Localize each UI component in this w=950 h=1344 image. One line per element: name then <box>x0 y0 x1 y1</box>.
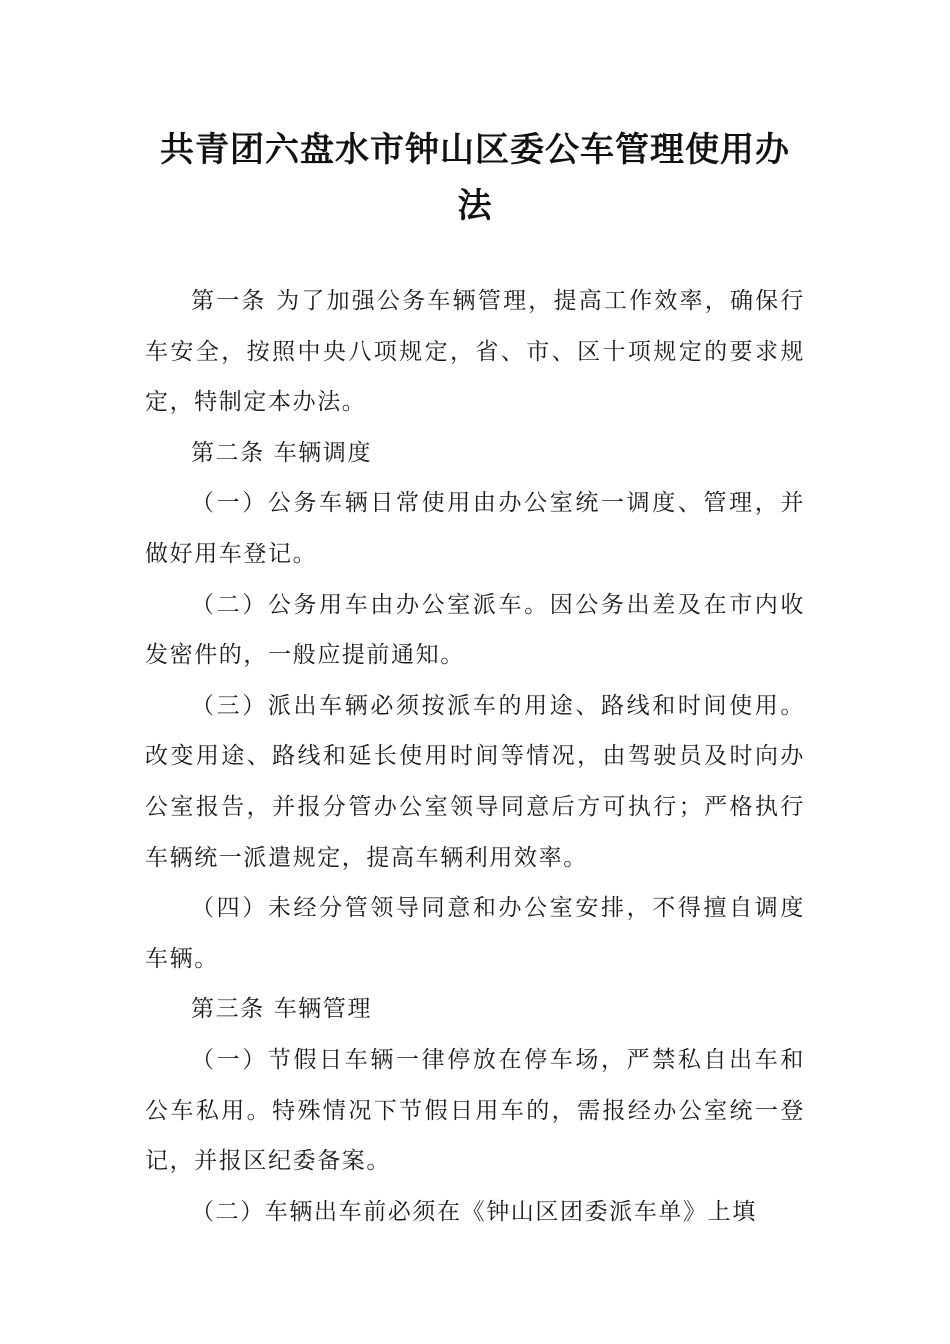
paragraph-article-2-heading: 第二条 车辆调度 <box>191 439 373 466</box>
paragraph-article-2-item-1: （一）公务车辆日常使用由办公室统一调度、管理，并做好用车登记。 <box>145 490 805 567</box>
paragraph-article-3-item-2: （二）车辆出车前必须在《钟山区团委派车单》上填 <box>191 1198 757 1225</box>
paragraph-article-1: 第一条 为了加强公务车辆管理，提高工作效率，确保行车安全，按照中央八项规定，省、市、区十项规定的要求规定，特制定本办法。 <box>145 288 805 416</box>
paragraph-article-3-heading: 第三条 车辆管理 <box>191 996 373 1023</box>
paragraph-article-2-item-3: （三）派出车辆必须按派车的用途、路线和时间使用。改变用途、路线和延长使用时间等情况，由驾驶员及时向办公室报告，并报分管办公室领导同意后方可执行；严格执行车辆统一派遣规定，提高车辆利用效率。 <box>145 692 805 871</box>
document-body <box>145 276 805 1237</box>
paragraph-article-2-item-2: （二）公务用车由办公室派车。因公务出差及在市内收发密件的，一般应提前通知。 <box>145 591 805 669</box>
paragraph-article-3-item-1: （一）节假日车辆一律停放在停车场，严禁私自出车和公车私用。特殊情况下节假日用车的，需报经办公室统一登记，并报区纪委备案。 <box>145 1046 805 1175</box>
paragraph-article-2-item-4: （四）未经分管领导同意和办公室安排，不得擅自调度车辆。 <box>145 895 805 972</box>
document-title: 共青团六盘水市钟山区委公车管理使用办法 <box>160 130 790 226</box>
